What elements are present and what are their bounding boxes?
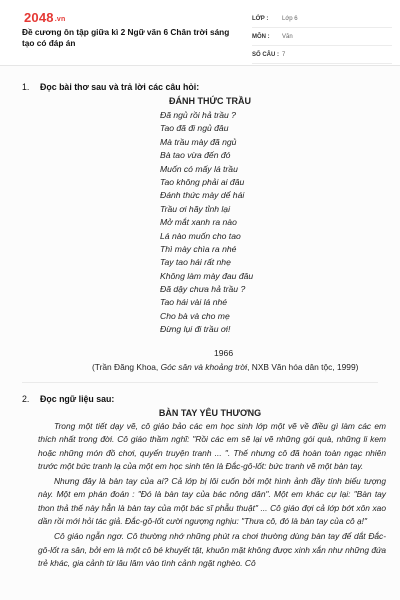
poem-year: 1966 <box>214 348 234 358</box>
passage-title: BÀN TAY YÊU THƯƠNG <box>158 408 262 418</box>
meta-value-grade: Lớp 6 <box>282 15 298 22</box>
poem-line: Tao hái vài lá nhé <box>160 297 228 308</box>
poem-line: Tay tao hái rất nhẹ <box>160 257 231 268</box>
source-author: (Trần Đăng Khoa, <box>92 362 161 372</box>
poem-line: Cho bà và cho mẹ <box>160 310 230 321</box>
poem-line: Thì mày chìa ra nhé <box>160 243 237 254</box>
question-2-heading <box>22 394 114 404</box>
question-1-heading <box>22 82 199 92</box>
meta-row-subject <box>252 28 392 46</box>
site-logo[interactable] <box>24 10 65 25</box>
poem-line: Đã ngủ rồi hả trầu ? <box>160 110 236 120</box>
passage-paragraph: Cô giáo ngẫn ngơ. Cô thường nhớ những phút ra chơi thường dùng bàn tay để dắt Đắc-gô-lốt ra sân, bởi em là một cô bé khuyết tật, khuôn mặt không được xinh xắn như những đứa trẻ khác, gia cảnh từ lâu lâm vào tình cảnh ngặt nghèo. Cô <box>38 531 386 568</box>
poem-line: Đừng lụi đi trầu ơi! <box>160 324 231 335</box>
meta-value-questions: 7 <box>282 51 286 58</box>
poem-line: Bà tao vừa đến đó <box>160 150 231 161</box>
poem-line: Lá nào muốn cho tao <box>160 230 241 241</box>
poem-title: ĐÁNH THỨC TRẦU <box>169 96 251 106</box>
logo-text: 2048 <box>24 10 54 25</box>
source-publisher: , NXB Văn hóa dân tộc, 1999) <box>247 362 359 372</box>
poem-line: Không làm mày đau đâu <box>160 270 254 281</box>
passage-body <box>38 420 386 572</box>
document-content <box>0 66 400 600</box>
document-title: Đề cương ôn tập giữa kì 2 Ngữ văn 6 Chân trời sáng tạo có đáp án <box>22 27 230 48</box>
page-header <box>0 0 400 66</box>
source-book: Góc sân và khoảng trời <box>160 362 248 372</box>
poem-line: Đã dậy chưa hả trầu ? <box>160 284 246 295</box>
question-1-prompt: Đọc bài thơ sau và trả lời các câu hỏi: <box>40 82 200 92</box>
poem-line: Mà trầu mày đã ngủ <box>160 136 237 147</box>
question-1-number: 1. <box>22 82 30 92</box>
passage-paragraph: Trong một tiết dạy vẽ, cô giáo bảo các em học sinh lớp một vẽ về điều gì làm các em thích nhất trong đời. Cô giáo thầm nghĩ: "Rồi các em sẽ lại vẽ những gói quà, những li kem hoặc những món đồ chơi, quyển truyện tranh ... ". Thế nhưng cô đã hoàn toàn ngạc nhiên trước một bức tranh lạ của một em học sinh tên là Đắc-gô-lốt: bức tranh vẽ một bàn tay. <box>38 421 386 471</box>
poem-line: Tao không phải ai đâu <box>160 176 245 187</box>
logo-suffix: .vn <box>54 16 66 23</box>
meta-row-questions <box>252 46 392 64</box>
meta-key-subject: MÔN : <box>252 33 270 40</box>
poem-line: Mở mắt xanh ra nào <box>160 217 237 228</box>
passage-paragraph: Nhưng đây là bàn tay của ai? Cả lớp bị lôi cuốn bởi một hình ảnh đầy tính biểu tượng này. Một em phán đoán : "Đó là bàn tay của bác nông dân". Một em khác cự lại: "Bàn tay thon thả thế này hẳn là bàn tay của một bác sĩ phẫu thuật" ... Cô giáo đợi cả lớp bớt xôn xao dần rồi mới hỏi tác giả. Đắc-gô-lốt cười ngượng nghịu: "Thưa cô, đó là bàn tay của cô ạ!" <box>38 476 386 527</box>
question-2-number: 2. <box>22 394 30 404</box>
poem-line: Muốn có mấy lá trầu <box>160 163 238 174</box>
meta-key-questions: SỐ CÂU : <box>252 51 279 58</box>
poem-line: Trầu ơi hãy tỉnh lại <box>160 203 230 214</box>
section-divider <box>22 382 378 383</box>
meta-key-grade: LỚP : <box>252 15 269 22</box>
meta-table <box>252 10 392 64</box>
poem-line: Đánh thức mày dể hái <box>160 190 245 201</box>
meta-row-grade <box>252 10 392 28</box>
question-2-prompt: Đọc ngữ liệu sau: <box>40 394 115 404</box>
poem-body <box>160 109 360 337</box>
poem-line: Tao đã đi ngủ đâu <box>160 123 229 134</box>
meta-value-subject: Văn <box>282 33 293 40</box>
poem-source <box>92 362 358 372</box>
